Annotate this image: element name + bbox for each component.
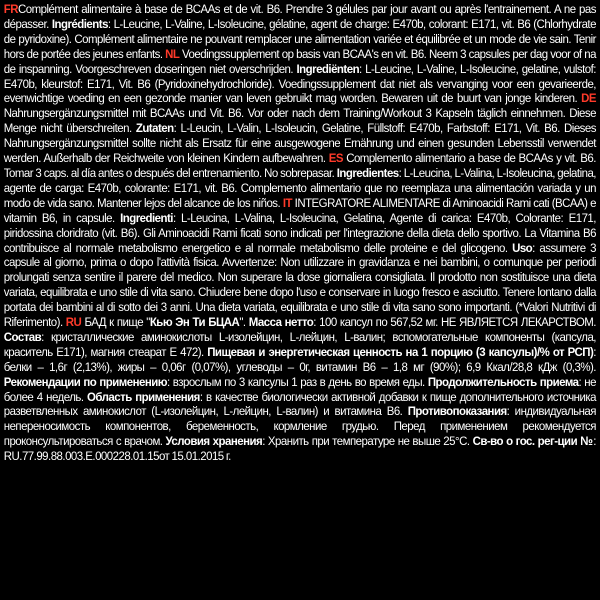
ru-text-6: : взрослым по 3 капсулы 1 раз в день во время еды. [167,374,428,389]
ru-text-11: : RU.77.99.88.003.E.000228.01.15от 15.01.2015 г. [3,434,596,464]
fr-text-2: : L-Leucine, L-Valine, L-Isoleucine, gélatine, agent de charge: E470b, colorant: E171, vit. B6 (Chlorhydrate de pyridoxine). Complément alimentaire ne pouvant remplacer une alimentation variée et équilibrée et un mode de vie sain. Tenir hors de portée des jeunes enfants. [3,16,596,61]
ru-composition-heading: Состав [3,329,42,344]
de-text-1: Nahrungsergänzungsmittel mit BCAAs und Vit. B6. Vor oder nach dem Training/Workout 3 Kapseln täglich einnehmen. Diese Menge nicht überschreiten. [3,106,596,136]
ru-nutrition-heading: Пищевая и энергетическая ценность на 1 порцию (3 капсулы)/% от РСП) [207,344,594,359]
it-text-3: : assumere 3 capsule al giorno, prima o dopo l'attività fisica. Avvertenze: Non utilizzare in gravidanza e nei bambini, o comunque per periodi prolungati senza sentire il parere del medico. Non superare la dose giornaliera consigliata. Il prodotto non sostituisce una dieta variata, equilibrata e uno stile di vita sano. Chiudere bene dopo l'uso e conservare in luogo fresco e asciutto. Tenere lontano dalla portata dei bambini al di sotto dei 3 anni. Una dieta variata, equilibrata e uno stile di vita sano sono importanti. (*Valori Nutritivi di Riferimento). [3,240,596,330]
section-ru [4,315,596,463]
ru-storage-heading: Условия хранения [165,434,263,449]
nl-ingredients-heading: Ingrediënten [296,61,360,76]
it-text-2: : L-Leucina, L-Valina, L-Isoleucina, Gelatina, Agente di carica: E470b, Colorante: E171, piridossina cloridrato (vit. B6). Gli Aminoacidi Rami ficati sono indicati per l'integrazione della dieta dello sportivo. La Vitamina B6 contribuisce al normale metabolismo energetico e al normale metabolismo delle proteine e del glicogeno. [3,210,596,255]
ru-text-9: : индивидуальная непереносимость компонентов, беременность, кормление грудью. Перед применением рекомендуется проконсультироваться с врачом. [3,404,596,449]
it-ingredients-heading: Ingredienti [120,210,173,225]
language-code-it: IT [282,195,292,210]
fr-ingredients-heading: Ingrédients [51,16,108,31]
fr-text-1: Complément alimentaire à base de BCAAs et de vit. B6. Prendre 3 gélules par jour avant ou après l'entrainement. A ne pas dépasser. [3,2,596,31]
ru-text-3: : 100 капсул по 567,52 мг. НЕ ЯВЛЯЕТСЯ ЛЕКАРСТВОМ. [313,315,596,330]
es-ingredients-heading: Ingredientes [336,165,399,180]
ru-text-5: : белки – 1,6г (2,13%), жиры – 0,06г (0,07%), углеводы – 0г, витамин В6 – 1,8 мг (90%); 6,9 Ккал/28,8 кДж (0,3%). [3,344,596,374]
it-text-1: INTEGRATORE ALIMENTARE di Aminoacidi Rami cati (BCAA) e vitamin B6, in capsule. [3,195,596,225]
ru-text-10: : Хранить при температуре не выше 25°С. [262,434,473,449]
es-text-2: : L-Leucina, L-Valina, L-Isoleucina, gelatina, agente de carga: E470b, colorante: E171, vit. B6. Complemento alimentario que no reemplaza una alimentación variada y un modo de vida sano. Mantener lejos del alcance de los niños. [3,165,596,210]
language-code-ru: RU [65,315,82,330]
ru-recommendations-heading: Рекомендации по применению [3,374,168,389]
de-ingredients-heading: Zutaten [135,121,174,136]
ru-contraindications-heading: Противопоказания [407,404,507,419]
es-text-1: Complemento alimentario a base de BCAAs y vit. B6. Tomar 3 caps. al día antes o después del entrenamiento. No sobrepasar. [3,151,596,180]
ru-text-2: ". [239,315,249,330]
ru-text-8: : в качестве биологически активной добавки к пище дополнительного источника разветвленных аминокислот (L-изолейцин, L-лейцин, L-валин) и витамина В6. [3,389,596,419]
ru-text-4: : кристаллические аминокислоты L-изолейцин, L-лейцин, L-валин; вспомогательные компоненты (капсула, краситель E171), магния стеарат E 472). [3,329,596,359]
language-code-de: DE [581,91,596,106]
ru-duration-heading: Продолжительность приема [427,374,579,389]
ru-net-mass-heading: Масса нетто [248,315,314,330]
it-usage-heading: Uso [512,240,533,255]
language-code-nl: NL [165,46,180,61]
ru-product-name: Кью Эн Ти БЦАА [149,315,240,330]
section-it [4,196,596,329]
ru-application-heading: Область применения [86,389,200,404]
language-code-es: ES [328,151,343,166]
ru-text-7: : не более 4 недель. [3,374,596,404]
ru-registration-heading: Св-во о гос. рег-ции № [472,434,594,449]
nl-text-1: Voedingssupplement op basis van BCAA's en vit. B6. Neem 3 capsules per dag voor of na de inspanning. Voorgeschreven doseringen niet overschrijden. [3,46,596,76]
ru-text-1: БАД к пище " [81,315,150,330]
de-text-2: : L-Leucin, L-Valin, L-Isoleucin, Gelatine, Füllstoff: E470b, Farbstoff: E171, Vit. B6. Dieses Nahrungsergänzungsmittel sollte nicht als Ersatz für eine ausgewogene Ernährung und einen gesunden Lebensstil verwendet werden. Außerhalb der Reichweite von kleinen Kindern aufbewahren. [3,121,596,166]
language-code-fr: FR [3,2,19,16]
nl-text-2: : L-Leucine, L-Valine, L-Isoleucine, gelatine, vulstof: E470b, kleurstof: E171, Vit. B6 (Pyridoxinehydrochloride). Voedingssupplement dat niet als vervanging voor een gevarieerde, evenwichtige voeding en een gezonde manier van leven gebruikt mag worden. Bewaren uit de buurt van jonge kinderen. [3,61,596,106]
